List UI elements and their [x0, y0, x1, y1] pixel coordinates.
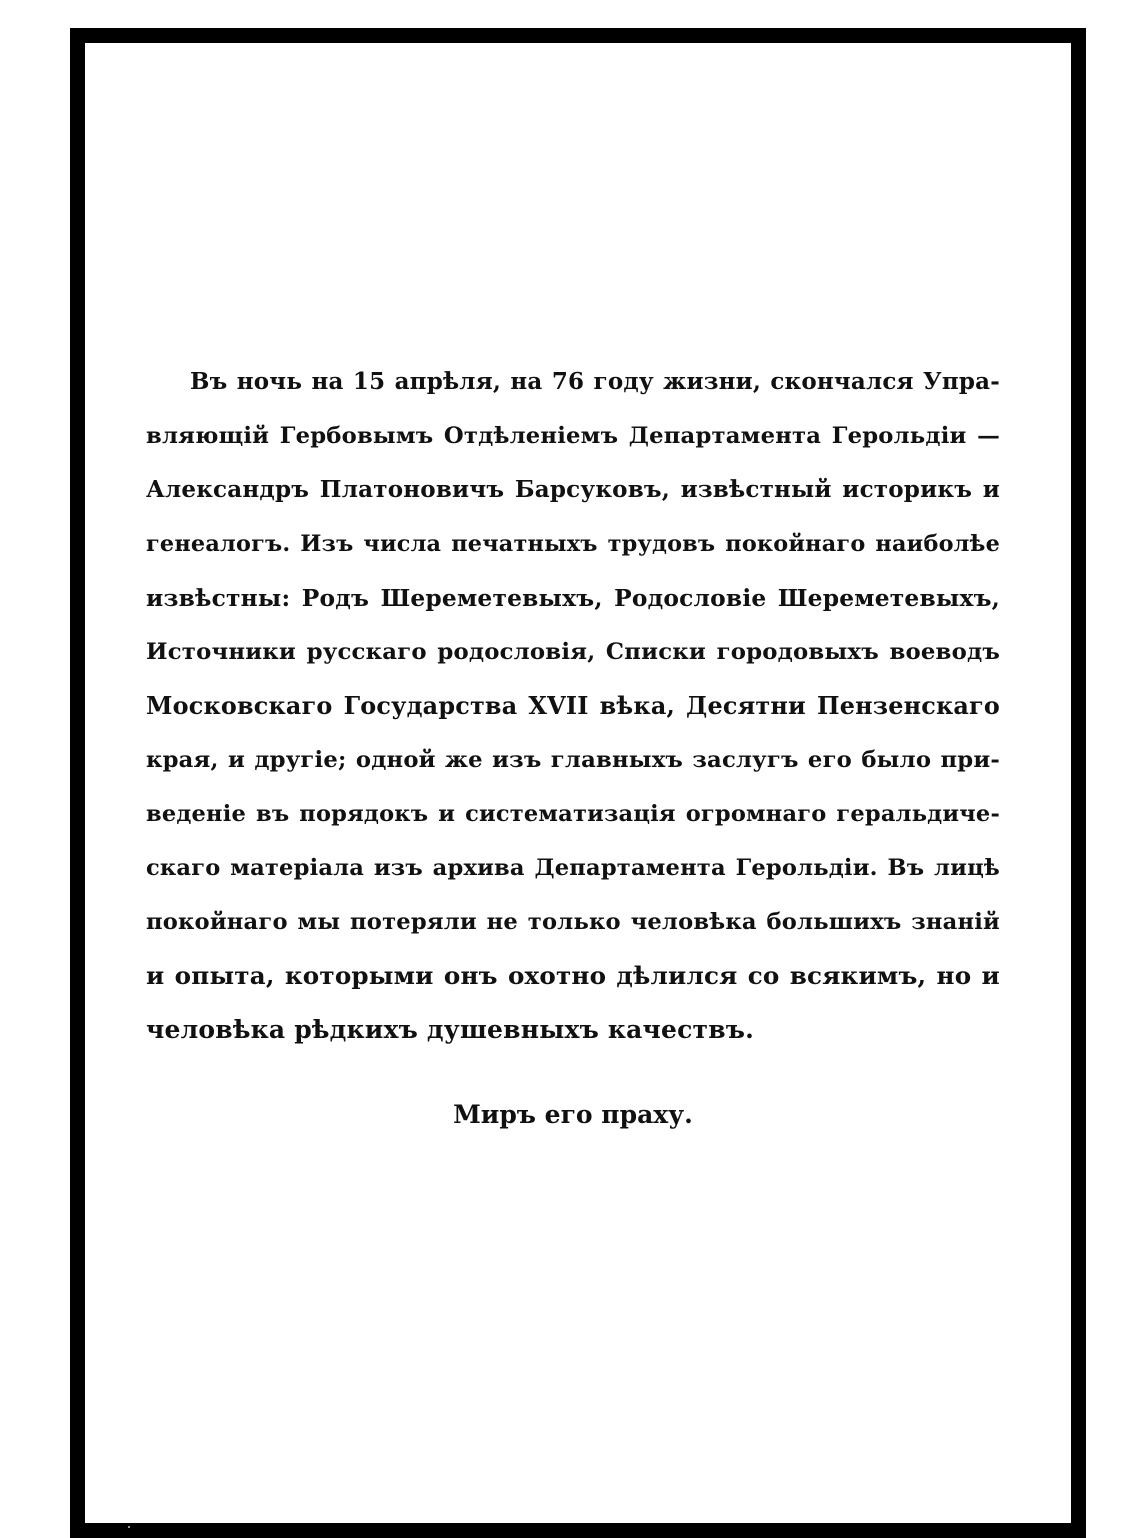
- obituary-line: скаго матеріала изъ архива Департамента Герольдіи. Въ лицѣ: [146, 855, 1000, 881]
- obituary-line: покойнаго мы потеряли не только человѣка большихъ знаній: [146, 909, 1000, 935]
- obituary-line: веденіе въ порядокъ и систематизація огромнаго геральдиче-: [146, 801, 1000, 827]
- closing-phrase: Миръ его праху.: [453, 1100, 693, 1129]
- obituary-line: человѣка рѣдкихъ душевныхъ качествъ.: [146, 1015, 755, 1044]
- obituary-line: извѣстны: Родъ Шереметевыхъ, Родословіе Шереметевыхъ,: [146, 584, 1000, 612]
- obituary-line: Московскаго Государства XVII вѣка, Десятни Пензенскаго: [146, 692, 1000, 720]
- obituary-paragraph: [146, 362, 1000, 1064]
- obituary-line: Александръ Платоновичъ Барсуковъ, извѣстный историкъ и: [146, 476, 1000, 503]
- obituary-line: и опыта, которыми онъ охотно дѣлился со всякимъ, но и: [146, 961, 1000, 990]
- obituary-line: Источники русскаго родословія, Списки городовыхъ воеводъ: [146, 639, 1000, 665]
- obituary-line: края, и другіе; одной же изъ главныхъ заслугъ его было при-: [146, 747, 1000, 773]
- scan-speck: [128, 1526, 130, 1528]
- obituary-line: Въ ночь на 15 апрѣля, на 76 году жизни, скончался Упра-: [190, 368, 1000, 395]
- obituary-line: генеалогъ. Изъ числа печатныхъ трудовъ покойнаго наиболѣе: [146, 531, 1000, 557]
- obituary-line: вляющій Гербовымъ Отдѣленіемъ Департамента Герольдіи —: [146, 423, 1000, 449]
